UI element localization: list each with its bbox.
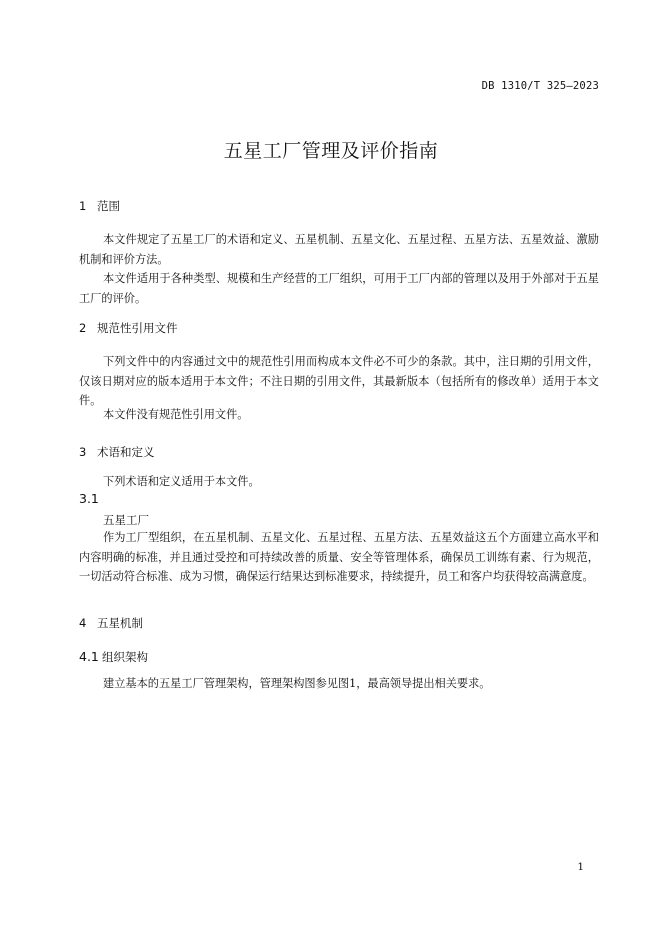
section-2-heading [79, 320, 178, 336]
section-1-paragraph-2: 本文件适用于各种类型、规模和生产经营的工厂组织，可用于工厂内部的管理以及用于外部对于五星工厂的评价。 [79, 272, 599, 305]
section-2-paragraph-1: 下列文件中的内容通过文中的规范性引用而构成本文件必不可少的条款。其中，注日期的引用文件，仅该日期对应的版本适用于本文件；不注日期的引用文件，其最新版本（包括所有的修改单）适用于本文件。 [79, 355, 599, 407]
clause-3-1-number: 3.1 [79, 491, 99, 506]
section-4-title: 五星机制 [97, 616, 143, 630]
section-2-paragraph-2: 本文件没有规范性引用文件。 [103, 408, 249, 421]
section-4-heading [79, 615, 143, 631]
subsection-4-1-title: 组织架构 [102, 650, 148, 664]
subsection-4-1-paragraph: 建立基本的五星工厂管理架构，管理架构图参见图1，最高领导提出相关要求。 [103, 677, 491, 690]
section-3-number: 3 [79, 445, 87, 459]
section-1-number: 1 [79, 199, 87, 213]
document-title: 五星工厂管理及评价指南 [223, 140, 439, 162]
section-3-title: 术语和定义 [97, 445, 155, 459]
subsection-4-1-heading [79, 649, 148, 665]
section-3-paragraph-1: 下列术语和定义适用于本文件。 [103, 475, 260, 488]
page-number: 1 [577, 861, 584, 873]
section-1-paragraph-1: 本文件规定了五星工厂的术语和定义、五星机制、五星文化、五星过程、五星方法、五星效益、激励机制和评价方法。 [79, 233, 599, 266]
section-4-number: 4 [79, 616, 87, 630]
term-definition: 作为工厂型组织，在五星机制、五星文化、五星过程、五星方法、五星效益这五个方面建立高水平和内容明确的标准，并且通过受控和可持续改善的质量、安全等管理体系，确保员工训练有素、行为规范，一切活动符合标准、成为习惯，确保运行结果达到标准要求，持续提升，员工和客户均获得较高满意度。 [79, 531, 599, 583]
section-1-title: 范围 [97, 199, 120, 213]
term-name: 五星工厂 [103, 513, 149, 527]
document-code: DB 1310/T 325—2023 [481, 80, 599, 92]
section-2-title: 规范性引用文件 [97, 321, 178, 335]
section-3-heading [79, 444, 155, 460]
subsection-4-1-number: 4.1 [79, 649, 99, 664]
section-2-number: 2 [79, 321, 87, 335]
section-1-heading [79, 198, 120, 214]
